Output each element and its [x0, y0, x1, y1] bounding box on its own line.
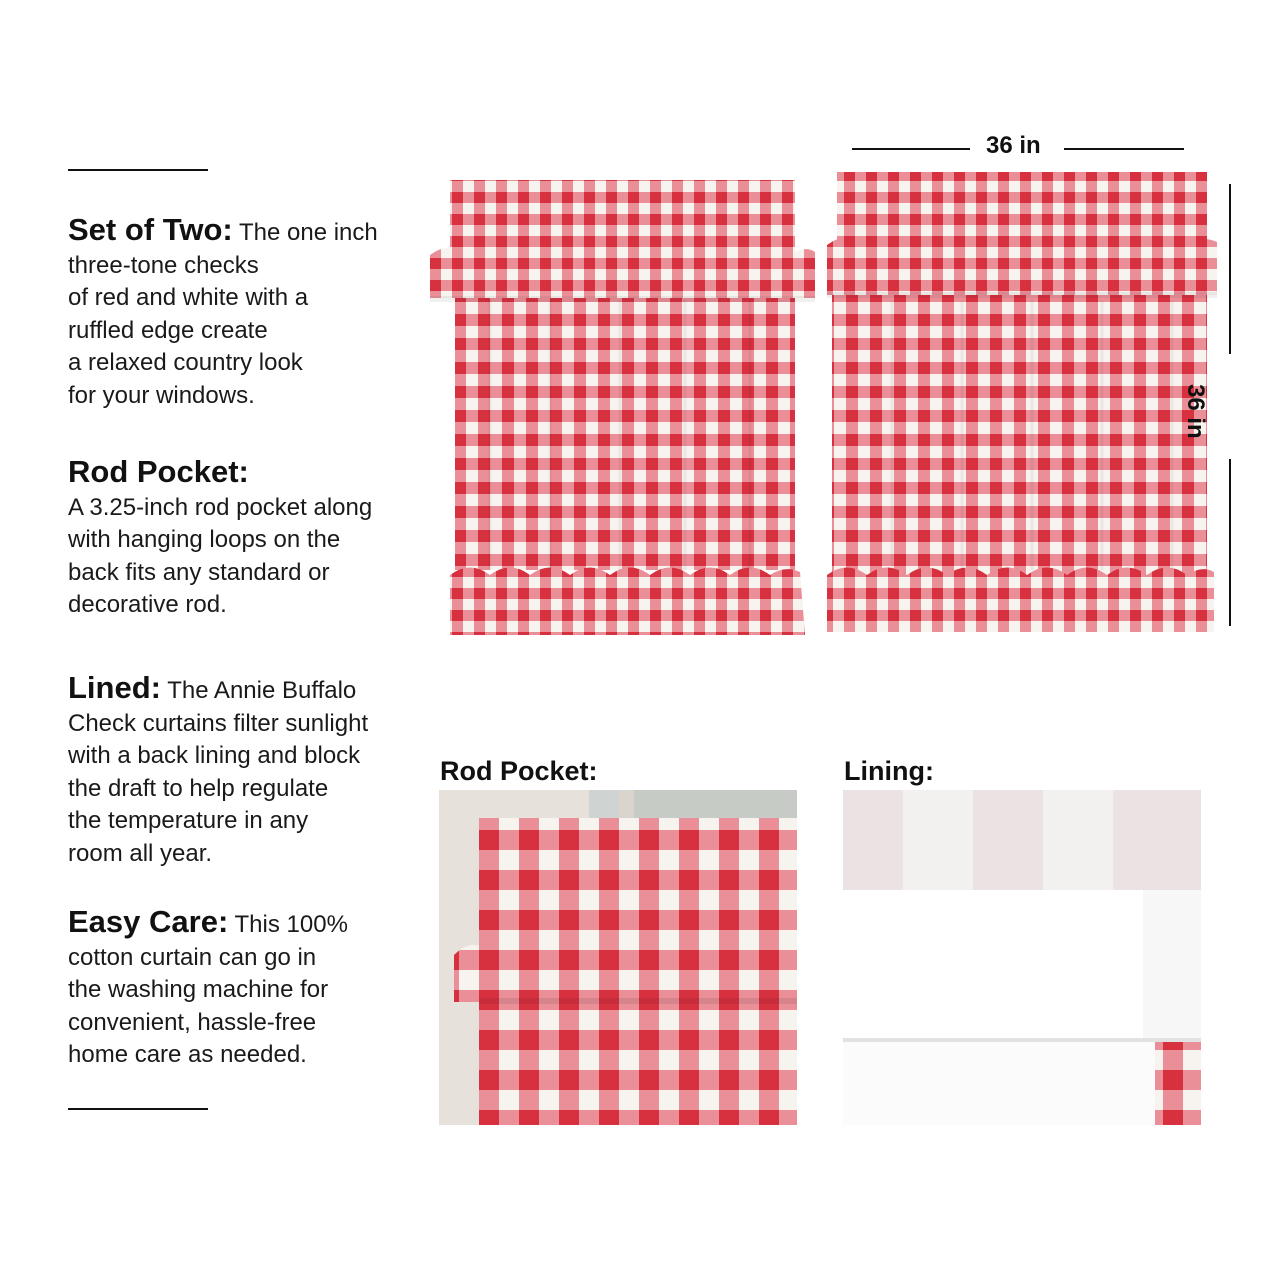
feature-heading: Set of Two:: [68, 212, 233, 247]
curtain-left-svg: [430, 170, 815, 640]
feature-text: room all year.: [68, 839, 213, 867]
width-dimension-label: 36 in: [986, 132, 1041, 159]
feature-text: with hanging loops on the: [68, 526, 341, 554]
feature-text: ruffled edge create: [68, 316, 268, 344]
feature-lined: [68, 672, 413, 871]
curtain-right-svg: [822, 170, 1217, 640]
feature-heading: Easy Care:: [68, 904, 229, 939]
feature-text: three-tone checks: [68, 251, 259, 279]
feature-text: the washing machine for: [68, 976, 329, 1004]
width-dimension: [852, 132, 1184, 164]
lining-label: Lining:: [844, 756, 934, 786]
feature-set-of-two: [68, 214, 413, 413]
lining-svg: [843, 790, 1201, 1125]
feature-text: of red and white with a: [68, 284, 309, 312]
top-divider: [68, 169, 208, 171]
feature-easy-care: [68, 906, 413, 1072]
feature-text: home care as needed.: [68, 1041, 307, 1069]
height-dimension-line-top: [1229, 184, 1231, 354]
feature-text: This 100%: [234, 911, 348, 938]
rod-pocket-closeup-image: [439, 790, 797, 1125]
feature-text: the temperature in any: [68, 807, 309, 835]
curtain-panel-left-image: [430, 170, 815, 640]
feature-text: the draft to help regulate: [68, 774, 329, 802]
rod-pocket-label: Rod Pocket:: [440, 756, 598, 786]
width-dimension-line-left: [852, 148, 970, 150]
feature-text: The one inch: [238, 219, 378, 246]
feature-text: cotton curtain can go in: [68, 943, 317, 971]
rod-pocket-svg: [439, 790, 797, 1125]
feature-text: for your windows.: [68, 381, 255, 409]
feature-text: The Annie Buffalo: [167, 677, 357, 704]
feature-heading: Lined:: [68, 670, 161, 705]
bottom-divider: [68, 1108, 208, 1110]
height-dimension-label: 36 in: [1182, 384, 1209, 439]
height-dimension-line-bottom: [1229, 459, 1231, 626]
feature-text: decorative rod.: [68, 591, 227, 619]
height-dimension: [1182, 184, 1255, 626]
feature-text: A 3.25-inch rod pocket along: [68, 493, 373, 521]
feature-text: with a back lining and block: [68, 742, 361, 770]
feature-text: convenient, hassle-free: [68, 1008, 317, 1036]
feature-rod-pocket: [68, 456, 413, 622]
width-dimension-line-right: [1064, 148, 1184, 150]
feature-heading: Rod Pocket:: [68, 454, 249, 489]
lining-closeup-image: [843, 790, 1201, 1125]
feature-text: a relaxed country look: [68, 349, 303, 377]
feature-text: Check curtains filter sunlight: [68, 709, 369, 737]
curtain-panel-right-image: [822, 170, 1217, 640]
feature-text: back fits any standard or: [68, 558, 330, 586]
